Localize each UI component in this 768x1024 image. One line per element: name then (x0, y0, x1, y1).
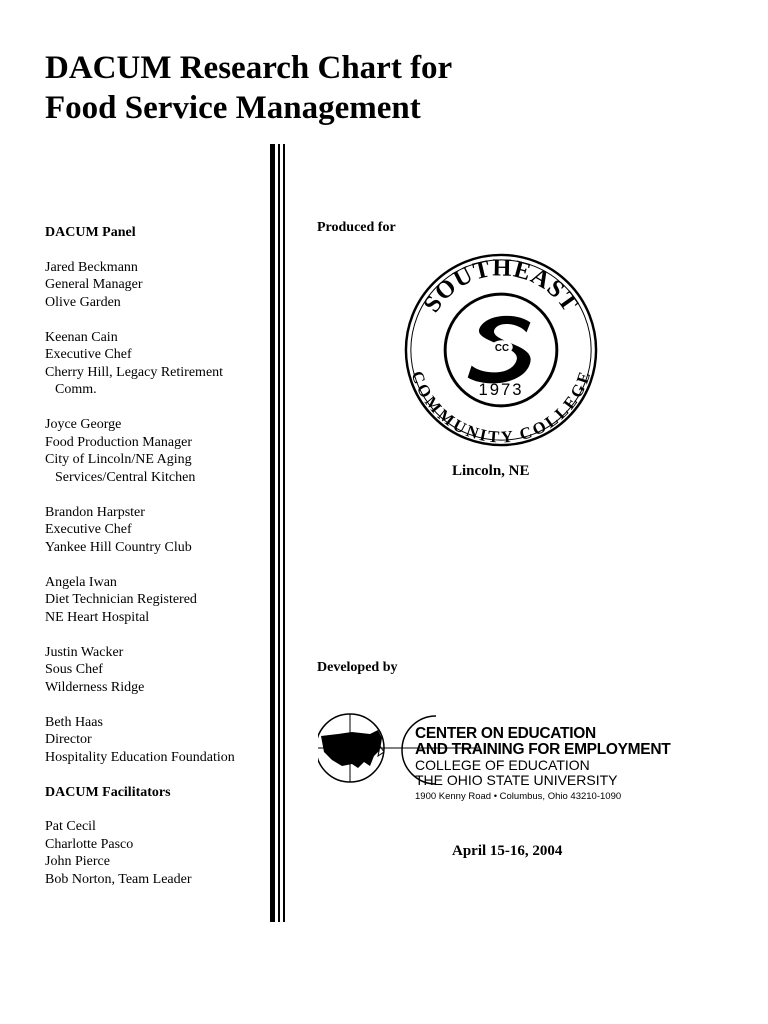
member-title: Food Production Manager (45, 434, 192, 450)
location-text: Lincoln, NE (452, 463, 530, 479)
member-organization: City of Lincoln/NE Aging (45, 452, 192, 467)
panel-member (45, 574, 267, 627)
member-title: Director (45, 732, 92, 747)
member-title: General Manager (45, 277, 143, 292)
panel-member (45, 416, 267, 486)
cete-address: 1900 Kenny Road • Columbus, Ohio 43210-1090 (415, 791, 622, 802)
document-title (45, 48, 452, 128)
member-name: Angela Iwan (45, 574, 117, 590)
member-organization: Wilderness Ridge (45, 679, 145, 695)
panel-heading: DACUM Panel (45, 225, 136, 240)
cete-line-2: AND TRAINING FOR EMPLOYMENT (415, 741, 671, 758)
member-organization: NE Heart Hospital (45, 609, 150, 625)
member-organization: Olive Garden (45, 294, 121, 310)
member-organization-cont: Comm. (55, 382, 97, 397)
date-text: April 15-16, 2004 (452, 843, 563, 859)
panel-member (45, 644, 267, 697)
facilitators-list (45, 818, 267, 888)
panel-member (45, 714, 267, 767)
developed-by-label: Developed by (317, 660, 398, 675)
cete-text (415, 726, 670, 804)
vertical-divider-thin (283, 144, 285, 922)
member-name: Keenan Cain (45, 329, 118, 345)
panel-member (45, 329, 267, 399)
member-title: Diet Technician Registered (45, 592, 197, 607)
seal-top-text: SOUTHEAST (418, 254, 584, 318)
facilitator-name: Pat Cecil (45, 819, 96, 834)
member-title: Sous Chef (45, 662, 103, 677)
vertical-divider-thin (278, 144, 280, 922)
member-name: Justin Wacker (45, 644, 124, 660)
member-title: Executive Chef (45, 347, 132, 362)
seal-bottom-text: COMMUNITY COLLEGE (407, 368, 595, 447)
facilitators-heading: DACUM Facilitators (45, 784, 171, 800)
panel-column (45, 224, 267, 888)
panel-member (45, 504, 267, 557)
produced-for-label: Produced for (317, 220, 396, 235)
southeast-community-college-seal (403, 252, 599, 448)
member-title: Executive Chef (45, 522, 132, 537)
cete-line-3: COLLEGE OF EDUCATION (415, 757, 590, 773)
facilitator-name: Bob Norton, Team Leader (45, 871, 192, 887)
vertical-divider-thick (270, 144, 275, 922)
member-name: Jared Beckmann (45, 259, 138, 275)
title-line-2: Food Service Management (45, 90, 421, 126)
member-organization: Hospitality Education Foundation (45, 749, 235, 765)
member-name: Joyce George (45, 417, 122, 432)
cete-line-4: THE OHIO STATE UNIVERSITY (415, 772, 618, 788)
member-organization: Cherry Hill, Legacy Retirement (45, 364, 224, 380)
member-organization: Yankee Hill Country Club (45, 539, 192, 555)
svg-text:SOUTHEAST (418, 254, 584, 317)
member-name: Brandon Harpster (45, 504, 145, 520)
cete-line-1: CENTER ON EDUCATION (415, 725, 596, 742)
seal-year: 1973 (478, 380, 524, 400)
cete-logo (318, 712, 671, 807)
member-organization-cont: Services/Central Kitchen (55, 469, 196, 485)
seal-monogram: CC (494, 342, 510, 354)
facilitator-name: Charlotte Pasco (45, 836, 134, 852)
title-line-1: DACUM Research Chart for (45, 50, 453, 86)
member-name: Beth Haas (45, 714, 103, 730)
panel-member (45, 259, 267, 312)
facilitator-name: John Pierce (45, 854, 110, 869)
